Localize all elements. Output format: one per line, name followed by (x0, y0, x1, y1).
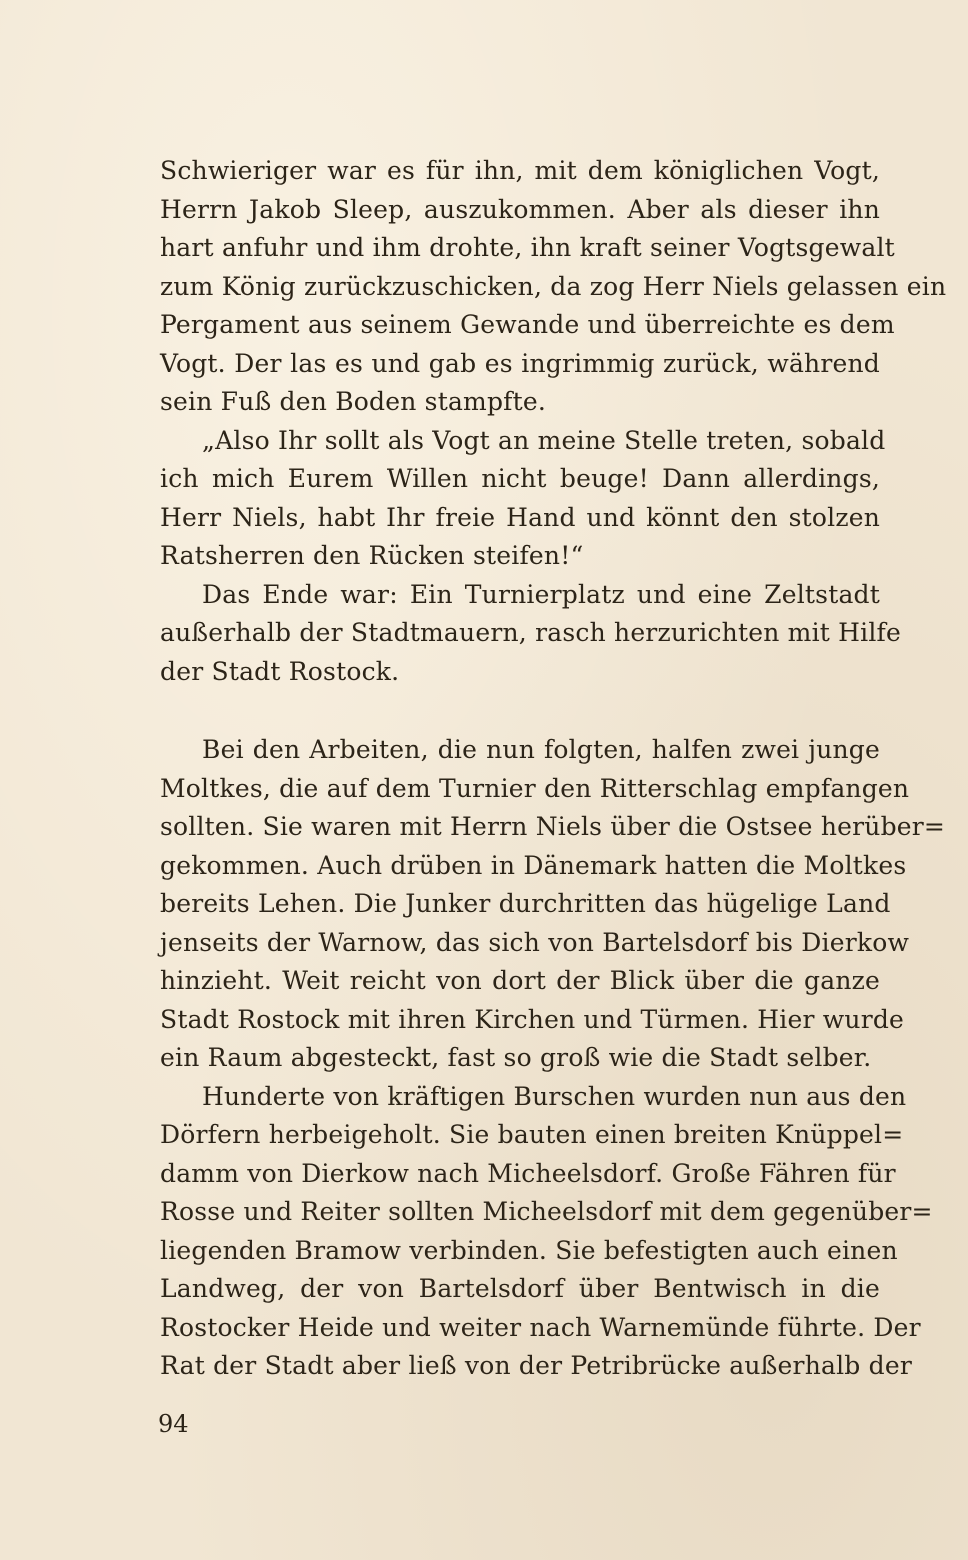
text-line: Rostocker Heide und weiter nach Warnemünde führte. Der (160, 1312, 921, 1342)
text-line: bereits Lehen. Die Junker durchritten das hügelige Land (160, 889, 891, 918)
text-line: zum König zurückzuschicken, da zog Herr Niels gelassen ein (160, 271, 947, 301)
text-line: Vogt. Der las es und gab es ingrimmig zurück, während (160, 348, 880, 378)
text-line: Bei den Arbeiten, die nun folgten, halfen zwei junge (202, 735, 880, 764)
text-line: Moltkes, die auf dem Turnier den Ritterschlag empfangen (160, 773, 910, 803)
text-line: Landweg, der von Bartelsdorf über Bentwisch in die (160, 1274, 880, 1303)
text-line: Das Ende war: Ein Turnierplatz und eine Zeltstadt (202, 579, 880, 609)
page-number: 94 (158, 1410, 189, 1438)
text-line: damm von Dierkow nach Micheelsdorf. Große Fähren für (160, 1158, 896, 1188)
text-line: der Stadt Rostock. (160, 656, 400, 686)
text-line: Herr Niels, habt Ihr freie Hand und könnt den stolzen (160, 502, 880, 532)
text-line: Herrn Jakob Sleep, auszukommen. Aber als dieser ihn (160, 194, 880, 224)
text-line: Ratsherren den Rücken steifen!“ (160, 541, 584, 570)
text-line: jenseits der Warnow, das sich von Bartelsdorf bis Dierkow (160, 927, 910, 957)
text-line: Hunderte von kräftigen Burschen wurden nun aus den (202, 1081, 907, 1111)
text-line: sollten. Sie waren mit Herrn Niels über die Ostsee herüber= (160, 812, 946, 841)
text-line: hinzieht. Weit reicht von dort der Blick über die ganze (160, 966, 880, 995)
text-line: Dörfern herbeigeholt. Sie bauten einen breiten Knüppel= (160, 1120, 904, 1149)
text-line: Schwieriger war es für ihn, mit dem königlichen Vogt, (160, 156, 880, 185)
text-line: ich mich Eurem Willen nicht beuge! Dann allerdings, (160, 464, 880, 493)
text-line: Pergament aus seinem Gewande und überreichte es dem (160, 310, 895, 339)
text-line: hart anfuhr und ihm drohte, ihn kraft seiner Vogtsgewalt (160, 233, 895, 262)
text-line: außerhalb der Stadtmauern, rasch herzurichten mit Hilfe (160, 618, 902, 647)
text-line: Rat der Stadt aber ließ von der Petribrücke außerhalb der (160, 1351, 913, 1380)
text-line: ein Raum abgesteckt, fast so groß wie die Stadt selber. (160, 1043, 872, 1072)
text-line: „Also Ihr sollt als Vogt an meine Stelle treten, sobald (202, 425, 886, 455)
text-line: sein Fuß den Boden stampfte. (160, 387, 547, 416)
text-line: Rosse und Reiter sollten Micheelsdorf mit dem gegenüber= (160, 1197, 933, 1226)
text-line: Stadt Rostock mit ihren Kirchen und Türmen. Hier wurde (160, 1004, 905, 1034)
text-line: liegenden Bramow verbinden. Sie befestigten auch einen (160, 1235, 898, 1265)
text-line: gekommen. Auch drüben in Dänemark hatten die Moltkes (160, 850, 907, 880)
